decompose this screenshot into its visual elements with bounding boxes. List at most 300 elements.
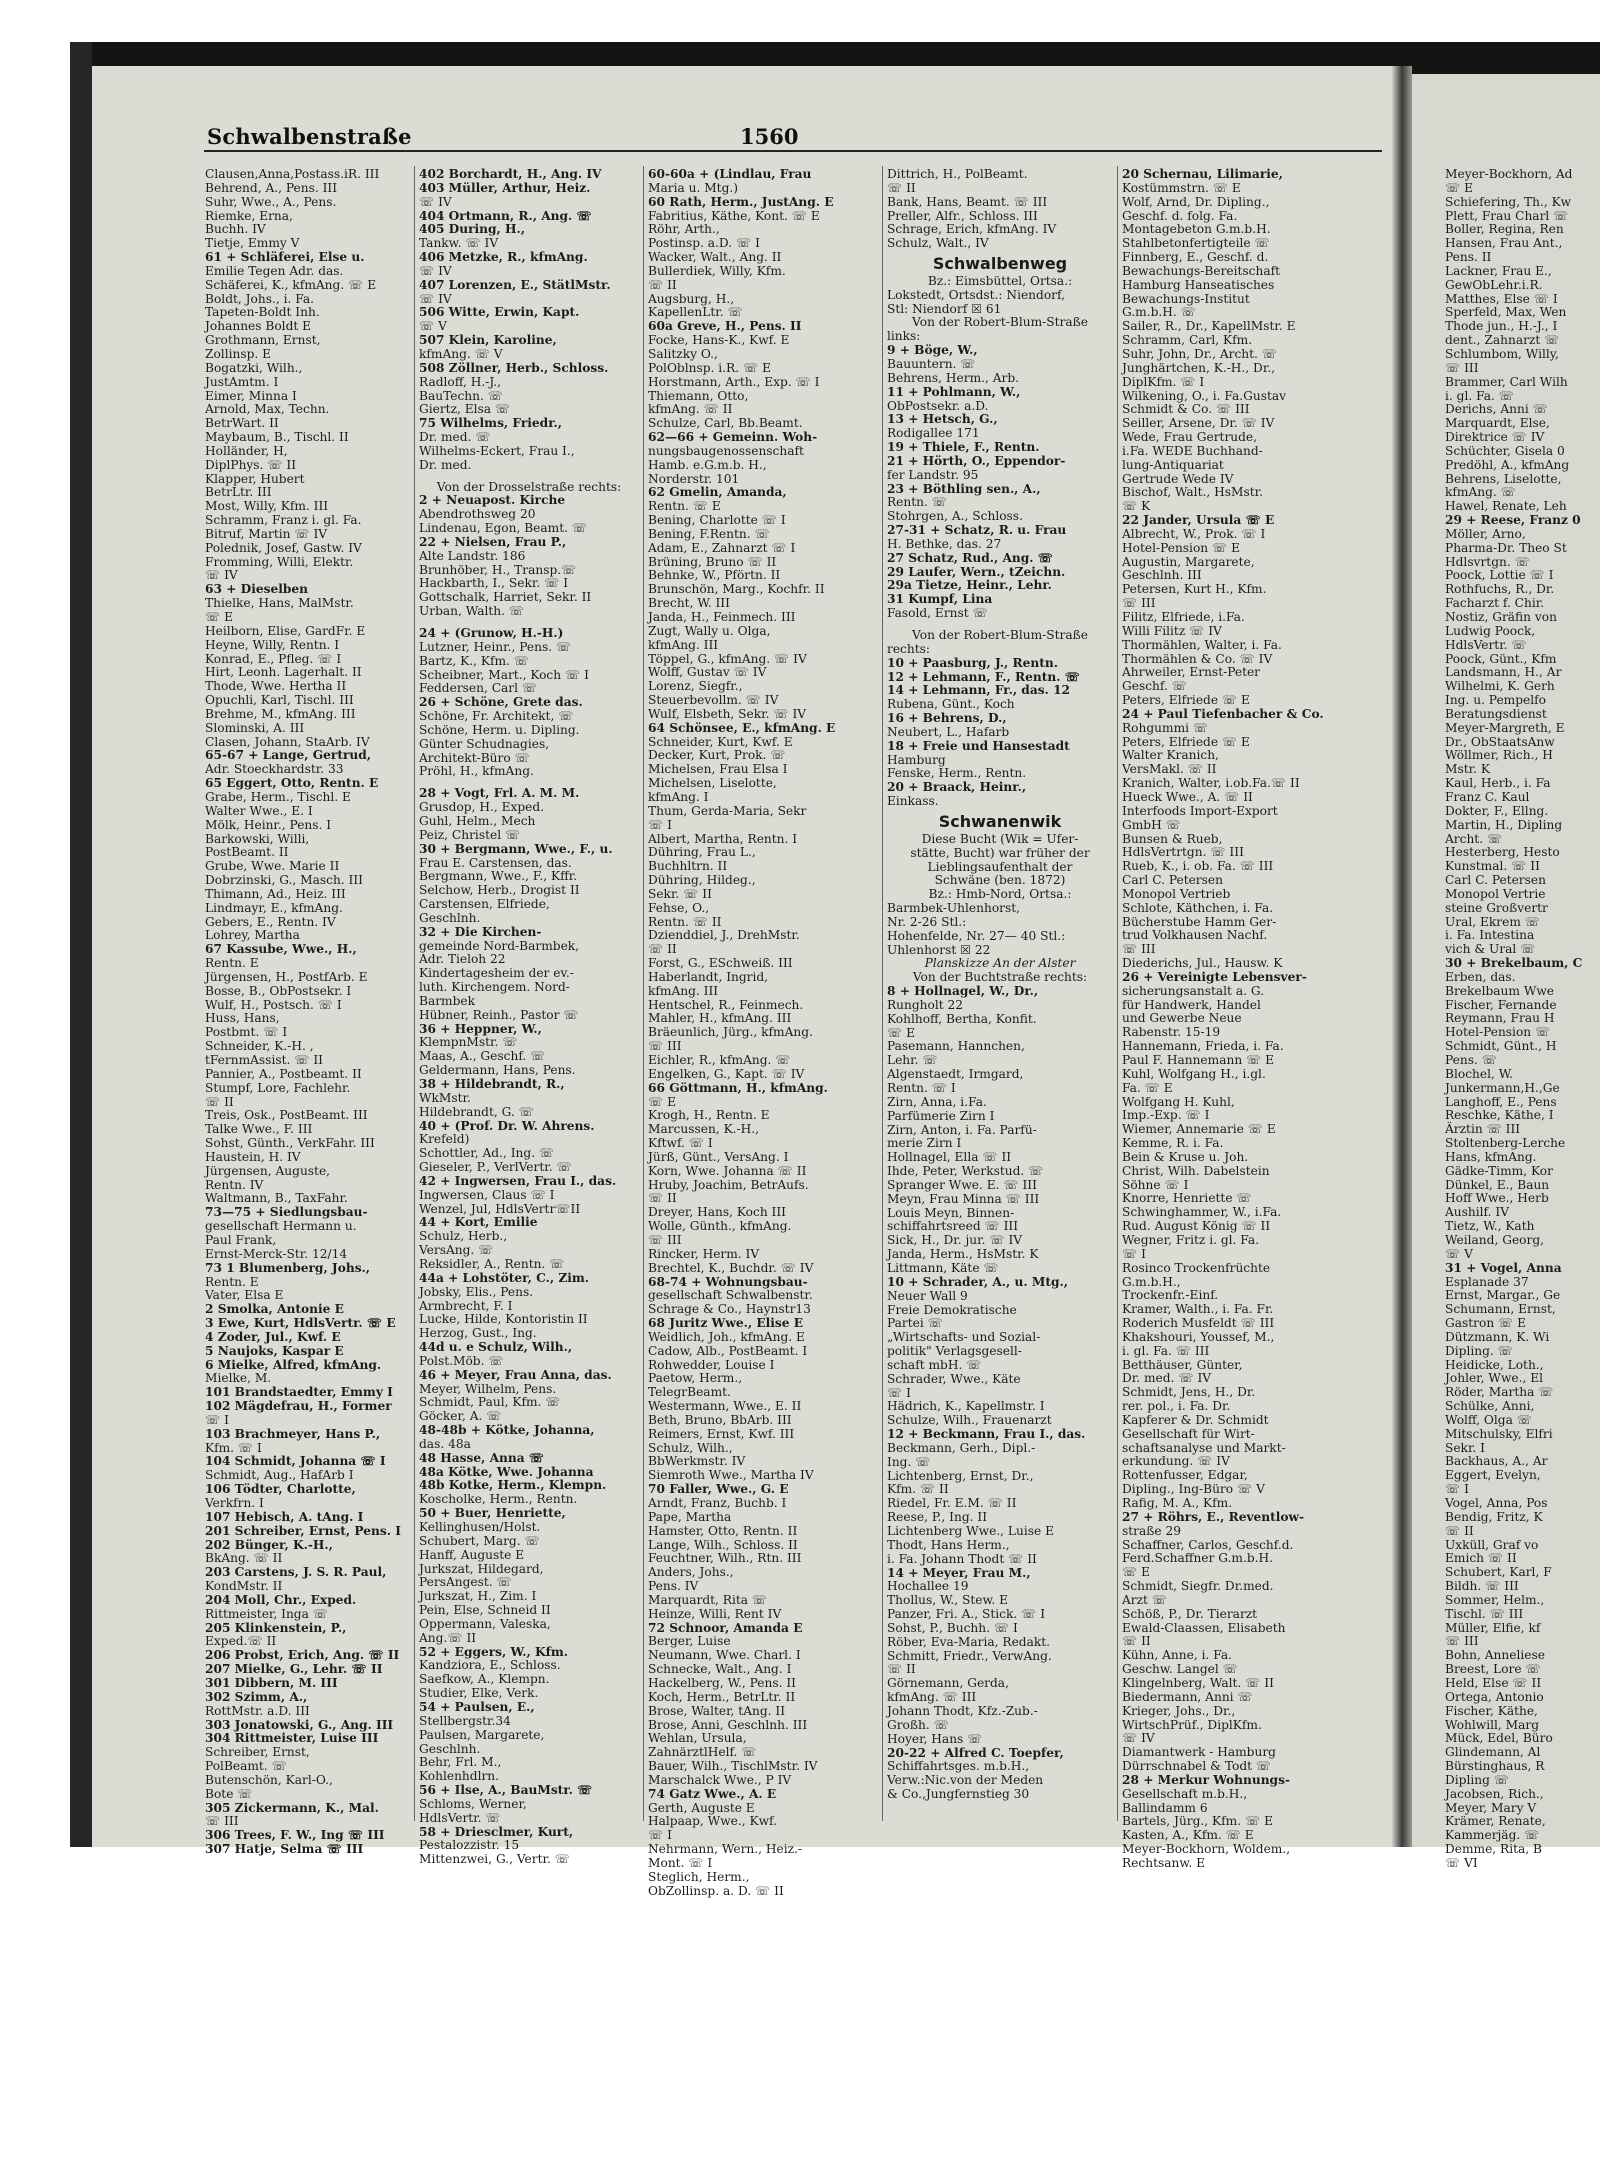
directory-entry: kfmAng. I	[648, 789, 709, 804]
directory-entry: „Wirtschafts- und Sozial-	[887, 1330, 1041, 1345]
directory-entry: Klapper, Hubert	[205, 471, 305, 486]
directory-entry: Rabenstr. 15-19	[1122, 1025, 1221, 1040]
directory-entry: Slominski, A. III	[205, 720, 305, 735]
directory-entry: Lichtenberg, Ernst, Dr.,	[887, 1468, 1034, 1483]
directory-entry: 32 + Die Kirchen-	[419, 924, 542, 939]
directory-entry: Aushilf. IV	[1445, 1205, 1509, 1220]
directory-entry: Bunsen & Rueb,	[1122, 831, 1223, 846]
directory-entry: Decker, Kurt, Prok. ☏	[648, 748, 786, 763]
directory-entry: 58 + Driesclmer, Kurt,	[419, 1824, 574, 1839]
directory-entry: 9 + Böge, W.,	[887, 343, 978, 358]
directory-entry: Bartels, Jürg., Kfm. ☏ E	[1122, 1814, 1273, 1829]
directory-entry: Thode jun., H.-J., I	[1445, 319, 1558, 334]
directory-entry: Carstensen, Elfriede,	[419, 897, 550, 912]
directory-entry: Tischl. ☏ III	[1445, 1606, 1524, 1621]
directory-entry: Töppel, G., kfmAng. ☏ IV	[648, 651, 807, 666]
directory-entry: Verkfrn. I	[205, 1496, 264, 1510]
directory-entry: ☏ IV	[205, 568, 238, 583]
directory-entry: Hawel, Renate, Leh	[1445, 499, 1567, 514]
directory-entry: 27-31 + Schatz, R. u. Frau	[887, 523, 1067, 538]
directory-entry: Lokstedt, Ortsdst.: Niendorf,	[887, 287, 1065, 302]
directory-entry: Schöne, Herm. u. Dipling.	[419, 722, 580, 737]
directory-entry: Kindertagesheim der ev.-	[419, 966, 574, 981]
directory-entry: Roderich Musfeldt ☏ III	[1122, 1316, 1275, 1331]
directory-entry: ☏ E	[887, 1025, 916, 1040]
directory-entry: Petersen, Kurt H., Kfm.	[1122, 582, 1267, 597]
directory-entry: Hohenfelde, Nr. 27— 40 Stl.:	[887, 928, 1066, 943]
directory-entry: Kühn, Anne, i. Fa.	[1122, 1648, 1233, 1663]
directory-entry: G.m.b.H. ☏	[1122, 305, 1196, 320]
directory-entry: ☏ III	[1122, 942, 1156, 957]
directory-entry: Wolff, Olga ☏	[1445, 1412, 1532, 1427]
directory-entry: PolBeamt. ☏	[205, 1759, 287, 1774]
directory-entry: Augsburg, H.,	[648, 291, 735, 306]
directory-entry: kfmAng. ☏ V	[419, 346, 503, 361]
directory-entry: Görnemann, Gerda,	[887, 1676, 1009, 1691]
directory-entry: Maybaum, B., Tischl. II	[205, 430, 349, 445]
directory-entry: 104 Schmidt, Johanna ☏ I	[205, 1454, 386, 1469]
directory-entry: Urban, Walth. ☏	[419, 604, 525, 619]
directory-entry: Pens. II	[1445, 250, 1492, 265]
directory-entry: 5 Naujoks, Kaspar E	[205, 1343, 344, 1358]
directory-entry: 67 Kassube, Wwe., H.,	[205, 942, 357, 957]
directory-entry: Wenzel, Jul, HdlsVertr☏II	[419, 1201, 581, 1216]
directory-entry: Marschalck Wwe., P IV	[648, 1772, 792, 1787]
directory-entry: Behnke, W., Pförtn. II	[648, 568, 781, 583]
directory-entry: ☏ II	[887, 1662, 916, 1677]
directory-entry: Hruby, Joachim, BetrAufs.	[648, 1177, 809, 1192]
directory-entry: Schöne, Fr. Architekt, ☏	[419, 709, 574, 724]
directory-entry: Reksidler, A., Rentn. ☏	[419, 1256, 565, 1271]
directory-entry: Esplanade 37	[1445, 1274, 1529, 1289]
directory-entry: Arnold, Max, Techn.	[205, 402, 330, 417]
directory-entry: Krefeld)	[419, 1132, 470, 1147]
directory-entry: Jürgensen, Auguste,	[205, 1163, 331, 1178]
directory-entry: Filitz, Elfriede, i.Fa.	[1122, 610, 1245, 624]
directory-entry: Mück, Edel, Büro	[1445, 1731, 1553, 1746]
directory-entry: Schrage, Erich, kfmAng. IV	[887, 222, 1057, 237]
directory-entry: ☏ III	[648, 1039, 682, 1054]
directory-entry: ☏ III	[205, 1814, 239, 1829]
directory-entry: Blochel, W.	[1445, 1066, 1513, 1081]
directory-entry: Beratungsdienst	[1445, 706, 1547, 721]
directory-entry: ☏ IV	[419, 194, 452, 209]
directory-entry: 52 + Eggers, W., Kfm.	[419, 1644, 569, 1659]
directory-entry: 72 Schnoor, Amanda E	[648, 1620, 803, 1635]
directory-entry: Heyne, Willy, Rentn. I	[205, 637, 340, 652]
directory-entry: Ernst, Margar., Ge	[1445, 1288, 1561, 1303]
directory-entry: Heidicke, Loth.,	[1445, 1357, 1544, 1372]
directory-entry: Suhr, John, Dr., Archt. ☏	[1122, 346, 1278, 361]
directory-entry: Architekt-Büro ☏	[419, 750, 530, 765]
directory-entry: Betthäuser, Günter,	[1122, 1357, 1243, 1372]
directory-entry: 54 + Paulsen, E.,	[419, 1699, 535, 1714]
directory-entry: Schulz, Walt., IV	[887, 236, 989, 251]
directory-entry: Pein, Else, Schneid II	[419, 1603, 551, 1618]
directory-entry: Pharma-Dr. Theo St	[1445, 540, 1567, 555]
directory-entry: H. Bethke, das. 27	[887, 536, 1002, 551]
directory-entry: Albrecht, W., Prok. ☏ I	[1122, 526, 1266, 541]
directory-entry: BetrWart. II	[205, 416, 279, 431]
directory-entry: 26 + Schöne, Grete das.	[419, 695, 583, 710]
directory-entry: Mont. ☏ I	[648, 1855, 713, 1870]
directory-entry: RottMstr. a.D. III	[205, 1703, 310, 1718]
directory-entry: straße 29	[1122, 1523, 1181, 1538]
directory-entry: Dühring, Frau L.,	[648, 845, 756, 860]
directory-entry: 40 + (Prof. Dr. W. Ahrens.	[419, 1118, 595, 1133]
directory-entry: Gesellschaft m.b.H.,	[1122, 1786, 1248, 1801]
directory-entry: 307 Hatje, Selma ☏ III	[205, 1842, 364, 1857]
directory-entry: Littmann, Käte ☏	[887, 1260, 999, 1275]
directory-entry: Grothmann, Ernst,	[205, 333, 321, 348]
directory-entry: Dr. med. ☏ IV	[1122, 1371, 1212, 1386]
directory-entry: Ingwersen, Claus ☏ I	[419, 1187, 555, 1202]
directory-entry: Korn, Wwe. Johanna ☏ II	[648, 1163, 807, 1178]
directory-entry: Reese, P., Ing. II	[887, 1510, 988, 1525]
directory-entry: Meyer, Wilhelm, Pens.	[419, 1381, 557, 1396]
directory-entry: Diederichs, Jul., Hausw. K	[1122, 956, 1283, 971]
directory-entry: 14 + Lehmann, Fr., das. 12	[887, 683, 1071, 698]
directory-entry: Diamantwerk - Hamburg	[1122, 1745, 1276, 1760]
directory-entry: ☏ V	[1445, 1246, 1473, 1261]
directory-entry: Gastron ☏ E	[1445, 1316, 1527, 1331]
directory-entry: 202 Bünger, K.-H.,	[205, 1537, 333, 1552]
directory-entry: gesellschaft Hermann u.	[205, 1219, 357, 1234]
directory-entry: Ballindamm 6	[1122, 1800, 1208, 1815]
directory-entry: Glindemann, Al	[1445, 1745, 1541, 1760]
directory-entry: Bening, Charlotte ☏ I	[648, 513, 786, 528]
directory-entry: ☏ E	[205, 610, 234, 624]
directory-entry: GewObLehr.i.R.	[1445, 277, 1543, 292]
directory-entry: 102 Mägdefrau, H., Former	[205, 1399, 392, 1414]
directory-entry: Eggert, Evelyn,	[1445, 1468, 1541, 1483]
directory-entry: lung-Antiquariat	[1122, 457, 1224, 472]
directory-entry: Ewald-Claassen, Elisabeth	[1122, 1620, 1286, 1635]
directory-entry: 63 + Dieselben	[205, 582, 308, 597]
directory-entry: Von der Drosselstraße rechts:	[436, 479, 622, 494]
directory-entry: Schreiber, Ernst,	[205, 1745, 310, 1760]
directory-entry: Schülke, Anni,	[1445, 1399, 1535, 1414]
directory-entry: Kohlhoff, Bertha, Konfit.	[887, 1011, 1037, 1026]
directory-entry: Johann Thodt, Kfz.-Zub.-	[887, 1703, 1038, 1718]
directory-entry: Clasen, Johann, StaArb. IV	[205, 734, 370, 749]
directory-entry: Breest, Lore ☏	[1445, 1662, 1541, 1677]
directory-entry: Meyer-Bockhorn, Ad	[1445, 167, 1573, 181]
directory-entry: ☏ III	[1445, 360, 1479, 375]
directory-entry: Bogatzki, Wilh.,	[205, 360, 303, 375]
directory-entry: Kohlenhdlrn.	[419, 1769, 500, 1784]
directory-entry: ☏ III	[1122, 596, 1156, 611]
directory-entry: 46 + Meyer, Frau Anna, das.	[419, 1367, 612, 1382]
directory-entry: Kandziora, E., Schloss.	[419, 1658, 561, 1673]
directory-entry: Schubert, Karl, F	[1445, 1565, 1552, 1580]
directory-entry: Rincker, Herm. IV	[648, 1246, 760, 1261]
directory-entry: Gebers, E., Rentn. IV	[205, 914, 336, 929]
directory-entry: Ernst-Merck-Str. 12/14	[205, 1246, 348, 1261]
directory-entry: 36 + Heppner, W.,	[419, 1021, 542, 1036]
directory-entry: Khakshouri, Youssef, M.,	[1122, 1329, 1275, 1344]
directory-entry: Feuchtner, Wilh., Rtn. III	[648, 1551, 802, 1566]
directory-entry: Bräeunlich, Jürg., kfmAng.	[648, 1025, 813, 1040]
directory-entry: ☏ I	[887, 1385, 911, 1400]
directory-entry: 28 + Merkur Wohnungs-	[1122, 1772, 1290, 1787]
directory-entry: Neumann, Wwe. Charl. I	[648, 1648, 801, 1663]
directory-entry: Kranich, Walter, i.ob.Fa.☏ II	[1122, 776, 1300, 791]
directory-entry: Dr. med. ☏	[419, 430, 491, 445]
directory-entry: Tapeten-Boldt Inh.	[205, 305, 320, 320]
directory-entry: Hdlsvrtgn. ☏	[1445, 554, 1530, 569]
directory-entry: 27 + Röhrs, E., Reventlow-	[1122, 1509, 1305, 1524]
directory-entry: Derichs, Anni ☏	[1445, 402, 1548, 417]
directory-entry: Fabritius, Käthe, Kont. ☏ E	[648, 208, 820, 223]
directory-entry: Reschke, Käthe, I	[1445, 1108, 1554, 1123]
directory-entry: Stellbergstr.34	[419, 1713, 511, 1728]
directory-entry: Direktrice ☏ IV	[1445, 430, 1545, 445]
directory-entry: Behrens, Liselotte,	[1445, 471, 1562, 486]
directory-entry: ☏ II	[205, 1094, 234, 1109]
directory-entry: Janda, Herm., HsMstr. K	[887, 1247, 1039, 1262]
directory-entry: Stahlbetonfertigteile ☏	[1122, 236, 1270, 251]
directory-entry: 403 Müller, Arthur, Heiz.	[419, 180, 591, 195]
directory-entry: Vater, Elsa E	[205, 1288, 284, 1303]
directory-entry: 201 Schreiber, Ernst, Pens. I	[205, 1523, 401, 1538]
directory-entry: Paul Frank,	[205, 1232, 277, 1247]
directory-entry: Koch, Herm., BetrLtr. II	[648, 1689, 796, 1704]
directory-entry: merie Zirn I	[887, 1136, 962, 1151]
directory-entry: Rungholt 22	[887, 997, 964, 1012]
directory-entry: Schrage & Co., Haynstr13	[648, 1302, 811, 1317]
directory-entry: Oppermann, Valeska,	[419, 1616, 551, 1631]
directory-entry: Gieseler, P., VerlVertr. ☏	[419, 1160, 572, 1175]
directory-entry: Augustin, Margarete,	[1122, 554, 1255, 569]
directory-entry: Bank, Hans, Beamt. ☏ III	[887, 194, 1048, 209]
directory-entry: Barmbek	[419, 993, 476, 1008]
directory-entry: Wolff, Gustav ☏ IV	[648, 665, 767, 680]
directory-entry: Thimann, Ad., Heiz. III	[205, 886, 346, 901]
directory-entry: Sick, H., Dr. jur. ☏ IV	[887, 1233, 1023, 1248]
directory-entry: Behrend, A., Pens. III	[205, 180, 338, 195]
directory-entry: Preller, Alfr., Schloss. III	[887, 208, 1038, 223]
directory-entry: Ahrweiler, Ernst-Peter	[1122, 665, 1261, 680]
directory-entry: ☏ II	[1122, 1634, 1151, 1649]
directory-entry: Hansen, Frau Ant.,	[1445, 236, 1563, 251]
directory-entry: Mölk, Heinr., Pens. I	[205, 817, 332, 832]
directory-entry: Buchhltrn. II	[648, 859, 728, 874]
directory-entry: Lohrey, Martha	[205, 928, 300, 943]
directory-entry: KondMstr. II	[205, 1579, 283, 1594]
directory-entry: Neubert, L., Hafarb	[887, 724, 1010, 739]
directory-entry: Bitruf, Martin ☏ IV	[205, 526, 328, 541]
directory-entry: Riedel, Fr. E.M. ☏ II	[887, 1496, 1017, 1511]
directory-entry: Adr. Stoeckhardstr. 33	[205, 762, 344, 777]
directory-entry: PostBeamt. II	[205, 845, 289, 860]
directory-entry: Rodigallee 171	[887, 426, 980, 441]
directory-entry: 101 Brandstaedter, Emmy I	[205, 1385, 393, 1400]
directory-entry: Holländer, H,	[205, 443, 288, 458]
directory-entry: Kramer, Walth., i. Fa. Fr.	[1122, 1302, 1274, 1317]
directory-entry: Jürß, Günt., VersAng. I	[648, 1149, 789, 1164]
directory-entry: Finnberg, E., Geschf. d.	[1122, 250, 1269, 265]
directory-entry: kfmAng. ☏ III	[887, 1690, 977, 1705]
directory-entry: Hoyer, Hans ☏	[887, 1731, 983, 1746]
directory-entry: sicherungsanstalt a. G.	[1122, 983, 1265, 998]
directory-entry: Hueck Wwe., A. ☏ II	[1122, 789, 1253, 804]
directory-entry: Peters, Elfriede ☏ E	[1122, 734, 1250, 749]
directory-entry: ☏ E	[648, 1094, 677, 1109]
directory-entry: Hackelberg, W., Pens. II	[648, 1675, 796, 1690]
directory-entry: 506 Witte, Erwin, Kapt.	[419, 305, 580, 320]
directory-entry: 12 + Lehmann, F., Rentn. ☏	[887, 669, 1080, 684]
directory-entry: Thode, Wwe. Hertha II	[205, 679, 347, 694]
directory-entry: Brekelbaum Wwe	[1445, 983, 1555, 998]
directory-entry: Schlumbom, Willy,	[1445, 346, 1559, 361]
directory-entry: Röder, Martha ☏	[1445, 1385, 1554, 1400]
directory-entry: Gädke-Timm, Kor	[1445, 1163, 1553, 1178]
directory-entry: 44 + Kort, Emilie	[419, 1215, 538, 1230]
directory-entry: Dr., ObStaatsAnw	[1445, 734, 1555, 749]
directory-entry: Schmidt, Jens, H., Dr.	[1122, 1385, 1256, 1400]
directory-entry: Lackner, Frau E.,	[1445, 263, 1552, 278]
directory-entry: ☏ II	[648, 1191, 677, 1206]
directory-entry: gesellschaft Schwalbenstr.	[648, 1288, 813, 1303]
directory-entry: i. gl. Fa. ☏ III	[1122, 1343, 1210, 1358]
directory-entry: Dipling. ☏	[1445, 1343, 1513, 1358]
directory-entry: Bendig, Fritz, K	[1445, 1509, 1543, 1524]
book-gutter	[1392, 66, 1412, 1847]
directory-entry: Lucke, Hilde, Kontoristin II	[419, 1312, 588, 1327]
directory-entry: Ang.☏ II	[419, 1630, 477, 1645]
directory-entry: Tietz, W., Kath	[1445, 1219, 1535, 1234]
directory-entry: das. 48a	[419, 1436, 471, 1451]
directory-entry: Sohst, P., Buchh. ☏ I	[887, 1620, 1018, 1635]
directory-entry: Rentn. ☏ I	[887, 1081, 956, 1095]
directory-entry: Konrad, E., Pfleg. ☏ I	[205, 651, 342, 666]
directory-entry: Schäferei, K., kfmAng. ☏ E	[205, 277, 377, 292]
directory-entry: Gertrude Wede IV	[1122, 471, 1234, 486]
directory-entry: Hochallee 19	[887, 1579, 969, 1594]
directory-entry: politik" Verlagsgesell-	[887, 1344, 1022, 1359]
directory-entry: Meyn, Frau Minna ☏ III	[887, 1191, 1040, 1206]
directory-entry: Berger, Luise	[648, 1634, 731, 1649]
directory-entry: Opuchli, Karl, Tischl. III	[205, 693, 354, 708]
directory-entry: PolOblnsp. i.R. ☏ E	[648, 360, 771, 375]
directory-entry: 4 Zoder, Jul., Kwf. E	[205, 1329, 341, 1344]
header-rule	[204, 150, 1382, 152]
directory-entry: Zirn, Anna, i.Fa.	[887, 1094, 987, 1109]
page-number: 1560	[740, 124, 799, 149]
directory-entry: Rentn. ☏ E	[648, 499, 721, 514]
directory-entry: Radloff, H.-J.,	[419, 374, 502, 389]
directory-entry: Schmidt, Günt., H	[1445, 1039, 1557, 1054]
directory-entry: rechts:	[887, 641, 930, 656]
directory-entry: 56 + Ilse, A., BauMstr. ☏	[419, 1783, 593, 1798]
directory-entry: Rentn. E	[205, 956, 259, 971]
directory-entry: Ihde, Peter, Werkstud. ☏	[887, 1164, 1044, 1179]
directory-entry: 73—75 + Siedlungsbau-	[205, 1205, 368, 1220]
directory-entry: WirtschPrüf., DiplKfm.	[1122, 1717, 1262, 1732]
column-5	[1122, 167, 1347, 1870]
directory-entry: Fromming, Willi, Elektr.	[205, 554, 354, 569]
directory-entry: ☏ K	[1122, 499, 1151, 514]
directory-entry: Maria u. Mtg.)	[648, 180, 739, 195]
directory-entry: Jobsky, Elis., Pens.	[419, 1284, 534, 1299]
directory-entry: Mitschulsky, Elfri	[1445, 1426, 1553, 1441]
directory-entry: Pasemann, Hannchen,	[887, 1039, 1025, 1054]
running-title: Schwalbenstraße	[207, 124, 412, 149]
directory-entry: Bischof, Walt., HsMstr.	[1122, 485, 1263, 500]
directory-entry: Meyer-Bockhorn, Woldem.,	[1122, 1842, 1291, 1857]
directory-entry: Albert, Martha, Rentn. I	[648, 831, 798, 846]
directory-entry: Postinsp. a.D. ☏ I	[648, 236, 760, 251]
directory-entry: Eichler, R., kfmAng. ☏	[648, 1053, 791, 1067]
directory-entry: 61 + Schläferei, Else u.	[205, 250, 365, 265]
directory-entry: 306 Trees, F. W., Ing ☏ III	[205, 1828, 385, 1843]
directory-entry: Carl C. Petersen	[1122, 873, 1223, 888]
directory-entry: Brunhöber, H., Transp.☏	[419, 562, 577, 577]
directory-entry: Jurkszat, Hildegard,	[419, 1561, 544, 1576]
directory-entry: ☏ II	[1445, 1523, 1474, 1538]
directory-entry: ☏ VI	[1445, 1855, 1478, 1870]
directory-entry: Hamster, Otto, Rentn. II	[648, 1523, 798, 1538]
directory-entry: ☏ II	[648, 277, 677, 292]
directory-entry: ☏ II	[887, 180, 916, 195]
directory-entry: Rentn. ☏	[887, 495, 947, 510]
directory-entry: Planskizze An der Alster	[924, 956, 1076, 971]
column-divider	[414, 166, 415, 1821]
directory-entry: Rentn. ☏ II	[648, 914, 722, 929]
directory-entry: 303 Jonatowski, G., Ang. III	[205, 1717, 394, 1732]
directory-entry: Schiffahrtsges. m.b.H.,	[887, 1759, 1030, 1774]
directory-entry: Focke, Hans-K., Kwf. E	[648, 333, 790, 348]
directory-entry: Bergmann, Wwe., F., Kffr.	[419, 869, 578, 884]
directory-entry: 48b Kotke, Herm., Klempn.	[419, 1478, 607, 1493]
directory-entry: Schaffner, Carlos, Geschf.d.	[1122, 1537, 1294, 1552]
directory-entry: Hesterberg, Hesto	[1445, 845, 1560, 860]
directory-entry: Hädrich, K., Kapellmstr. I	[887, 1399, 1045, 1414]
directory-entry: Dürrschnabel & Todt ☏	[1122, 1759, 1272, 1774]
directory-entry: Studier, Elke, Verk.	[419, 1686, 539, 1701]
directory-entry: Eimer, Minna I	[205, 388, 297, 403]
directory-entry: Diese Bucht (Wik = Ufer-	[921, 831, 1079, 846]
directory-entry: 62 Gmelin, Amanda,	[648, 485, 787, 500]
directory-entry: Boller, Regina, Ren	[1445, 222, 1564, 237]
directory-entry: Heinze, Willi, Rent IV	[648, 1606, 782, 1621]
directory-entry: Lichtenberg Wwe., Luise E	[887, 1524, 1055, 1538]
directory-entry: Kftwf. ☏ I	[648, 1136, 713, 1151]
directory-entry: Armbrecht, F. I	[419, 1298, 513, 1313]
column-divider	[882, 166, 883, 1821]
directory-entry: 62—66 + Gemeinn. Woh-	[648, 430, 818, 445]
directory-entry: Thielke, Hans, MalMstr.	[205, 596, 354, 611]
directory-entry: 107 Hebisch, A. tAng. I	[205, 1509, 364, 1524]
directory-entry: Jürgensen, H., PostfArb. E	[205, 969, 368, 984]
directory-entry: Schramm, Carl, Kfm.	[1122, 333, 1253, 348]
directory-entry: Dützmann, K. Wi	[1445, 1329, 1550, 1344]
directory-entry: Haberlandt, Ingrid,	[648, 969, 769, 984]
directory-entry: Schüchter, Gisela 0	[1445, 443, 1565, 458]
directory-entry: Paulsen, Margarete,	[419, 1727, 545, 1742]
directory-entry: Fischer, Käthe,	[1445, 1703, 1538, 1718]
directory-entry: Pens. ☏	[1445, 1053, 1497, 1067]
directory-entry: luth. Kirchengem. Nord-	[419, 980, 570, 995]
directory-entry: ☏ III	[1445, 1634, 1479, 1649]
directory-entry: Bartz, K., Kfm. ☏	[419, 653, 530, 668]
column-divider	[643, 166, 644, 1821]
directory-entry: Sailer, R., Dr., KapellMstr. E	[1122, 319, 1296, 334]
street-heading: Schwalbenweg	[932, 254, 1068, 274]
directory-entry: Wilhelms-Eckert, Frau I.,	[419, 443, 575, 458]
directory-entry: Hotel-Pension ☏ E	[1122, 540, 1241, 555]
